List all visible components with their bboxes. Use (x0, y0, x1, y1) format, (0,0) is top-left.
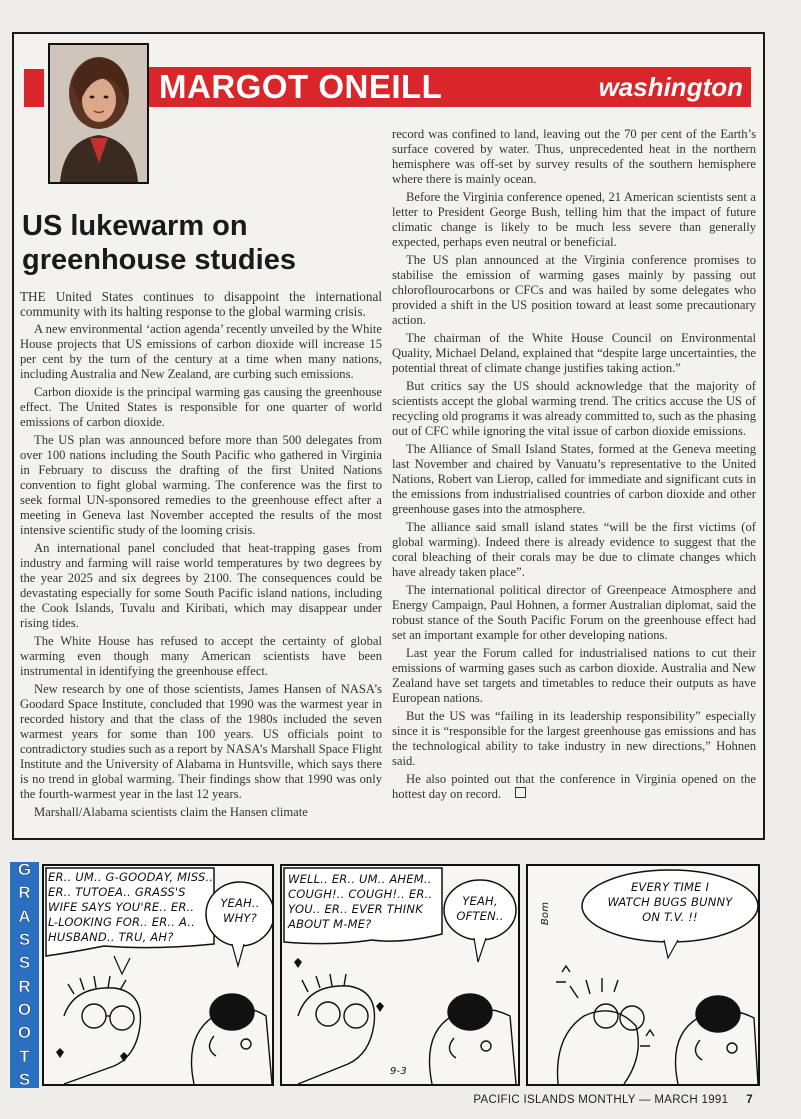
grassroots-cartoon (10, 858, 760, 1090)
strip-title-letter: R (18, 883, 31, 903)
strip-title-letter: R (18, 976, 31, 996)
speech-line: WIFE SAYS YOU'RE.. ER.. (48, 900, 195, 914)
strip-title-tab (10, 862, 39, 1088)
artist-signature: Bom (540, 901, 552, 926)
speech-line: YEAH.. (220, 896, 260, 910)
article-frame (12, 32, 765, 840)
strip-title-letter: S (18, 929, 31, 949)
page-footer (473, 1094, 753, 1106)
speech-line: L-LOOKING FOR.. ER.. A.. (48, 915, 195, 929)
article-paragraph: Carbon dioxide is the principal warming gas causing the greenhouse effect. The United States is responsible for one quarter of world emissions of carbon dioxide. (20, 385, 382, 429)
article-column-left (20, 289, 382, 823)
article-paragraph: An international panel concluded that heat-trapping gases from industry and farming will raise world temperatures by two degrees by the year 2025 and six degrees by 2100. The consequences could be devastating especially for some South Pacific island nations, including the Cook Islands, Tuvalu and Kiribati, which may disappear under rising tides. (20, 541, 382, 630)
speech-line: ABOUT M-ME? (288, 917, 372, 931)
cartoon-panel-1 (42, 864, 274, 1086)
publication-line: PACIFIC ISLANDS MONTHLY — MARCH 1991 (473, 1094, 729, 1106)
author-banner (149, 67, 751, 107)
article-paragraph: Last year the Forum called for industrialised nations to cut their emissions of warming gases such as carbon dioxide. Australia and New Zealand have set targets and timetables to reduce their outputs as have European nations. (392, 646, 756, 705)
article-paragraph: The alliance said small island states “will be the first victims (of global warming). Indeed there is already evidence to suggest that the coral bleaching of their corals may be due to climate changes which have already taken place”. (392, 520, 756, 579)
article-paragraph: The international political director of Greenpeace Atmosphere and Energy Campaign, Paul Hohnen, a former Australian diplomat, said the robust stance of the South Pacific Forum on the greenhouse effect had set an important example for other developing nations. (392, 583, 756, 642)
speech-line: HUSBAND.. TRU, AH? (48, 930, 174, 944)
panel-1-speech-left (48, 870, 214, 945)
panel-3-speech (588, 880, 752, 925)
strip-title-letter: S (18, 953, 31, 973)
author-name: MARGOT ONEILL (159, 68, 443, 105)
speech-line: YEAH, (462, 894, 498, 908)
panel-date: 9-3 (390, 1066, 407, 1077)
author-photo (48, 43, 149, 184)
article-paragraph: The US plan announced at the Virginia conference promises to stabilise the emission of warming gases mainly by passing out chloroflourocarbons or CFCs and was hailed by some delegates who provided a shift in the US position toward at least some precautionary action. (392, 253, 756, 327)
speech-line: ER.. TUTOEA.. GRASS'S (48, 885, 186, 899)
banner-accent-bar (24, 69, 44, 107)
article-paragraph: Before the Virginia conference opened, 21 American scientists sent a letter to President George Bush, telling him that the impact of future climatic change is likely to be much less severe than generally expected, perhaps even neutral or beneficial. (392, 190, 756, 249)
panel-1-speech-right (210, 896, 270, 926)
end-mark-icon (515, 787, 526, 798)
article-final-sentence: He also pointed out that the conference in Virginia opened on the hottest day on record. (392, 772, 756, 801)
article-paragraph: The White House has refused to accept the certainty of global warming even though many American scientists have been instrumental in identifying the greenhouse effect. (20, 634, 382, 678)
article-paragraph: A new environmental ‘action agenda’ recently unveiled by the White House projects that US emissions of carbon dioxide will increase 15 per cent by the turn of the century at a time when many nations, including Australia and New Zealand, are curbing such emissions. (20, 322, 382, 381)
speech-line: COUGH!.. COUGH!.. ER.. (288, 887, 433, 901)
page-number: 7 (746, 1094, 753, 1106)
article-paragraph: But critics say the US should acknowledge that the majority of scientists accept the global warming trend. The critics accuse the US of recycling old programs it was already committed to, such as the phasing out of CFC while ignoring the vital issue of carbon dioxide emissions. (392, 379, 756, 438)
article-paragraph (392, 772, 756, 802)
article-paragraph: The chairman of the White House Council on Environmental Quality, Michael Deland, explained that “despite large uncertainties, the potential threat of climate change justifies taking action.” (392, 331, 756, 375)
strip-title-letter: O (17, 1023, 32, 1043)
speech-line: YOU.. ER.. EVER THINK (288, 902, 423, 916)
article-paragraph: The US plan was announced before more than 500 delegates from over 100 nations including the South Pacific who gathered in Virginia in February to discuss the drafting of the first United Nations convention to fight global warming. The conference was the first to seek formal UN-sponsored remedies to the greenhouse effect after a meeting in Geneva last November accepted the results of the most intensive scientific study of the looming crisis. (20, 433, 382, 537)
speech-line: ER.. UM.. G-GOODAY, MISS.. (48, 870, 214, 884)
speech-line: ON T.V. !! (642, 910, 698, 924)
article-headline: US lukewarm on greenhouse studies (22, 210, 296, 276)
speech-line: WHY? (223, 911, 257, 925)
strip-title-letter: T (19, 1046, 30, 1066)
strip-title-letter: S (18, 1069, 31, 1089)
article-paragraph: New research by one of those scientists, James Hansen of NASA’s Goodard Space Institute, concluded that 1990 was the warmest year in recorded history and that the class of the 1980s included the seven warmest years for some than 100 years. US officials point to contradictory studies such as a report by NASA’s Marshall Space Flight Institute and the University of Alabama in Huntsville, which says there is no trend in global warming. Their findings show that 1990 was only the fourth-warmest year in the last 12 years. (20, 682, 382, 801)
speech-line: EVERY TIME I (630, 880, 710, 894)
article-paragraph: Marshall/Alabama scientists claim the Hansen climate (34, 805, 308, 819)
article-paragraph: record was confined to land, leaving out the 70 per cent of the Earth’s surface covered by water. Thus, unprecedented heat in the northern hemisphere was off-set by survey results of the southern hemisphere where there is mainly ocean. (392, 127, 756, 186)
panel-2-speech-left (288, 872, 444, 932)
cartoon-panel-3 (526, 864, 760, 1086)
strip-title-letter: G (17, 860, 32, 879)
strip-title-letter: A (18, 906, 31, 926)
article-paragraph: But the US was “failing in its leadership responsibility” especially since it is “responsible for the largest greenhouse gas emissions and has the technological ability to take industry in new directions,” Hohnen said. (392, 709, 756, 768)
strip-title-letter: O (17, 999, 32, 1019)
panel-2-speech-right (446, 894, 514, 924)
article-paragraph: THE United States continues to disappoint the international community with its halting response to the global warming crisis. (20, 289, 382, 319)
article-column-right (392, 127, 756, 805)
dateline-location: washington (598, 71, 743, 102)
cartoon-panel-2 (280, 864, 520, 1086)
speech-line: WELL.. ER.. UM.. AHEM.. (288, 872, 432, 886)
speech-line: OFTEN.. (456, 909, 504, 923)
speech-line: WATCH BUGS BUNNY (607, 895, 733, 909)
article-paragraph: The Alliance of Small Island States, formed at the Geneva meeting last November and chaired by Vanuatu’s representative to the United Nations, Robert van Lierop, called for immediate and significant cuts in the emissions from industrialised countries of carbon dioxide and other greenhouse gases into the atmosphere. (392, 442, 756, 516)
